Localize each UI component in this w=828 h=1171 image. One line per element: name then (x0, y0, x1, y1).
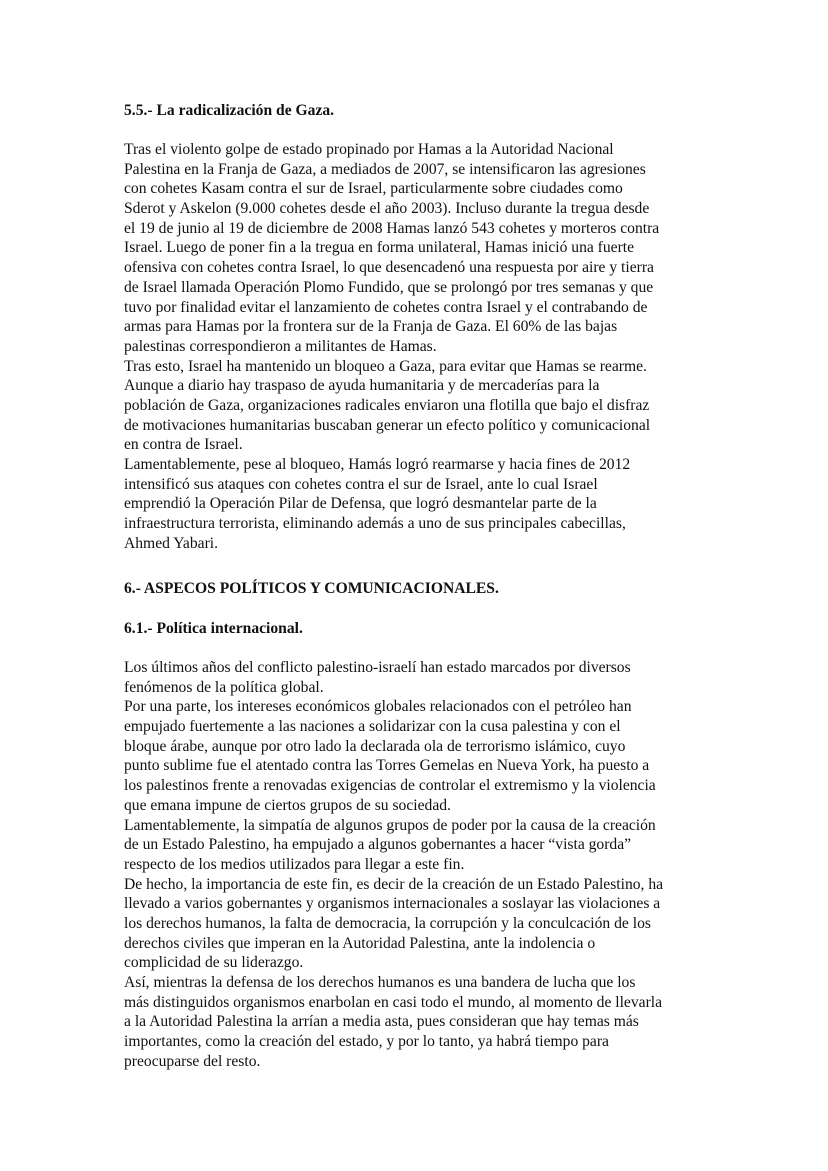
text-line: población de Gaza, organizaciones radicales enviaron una flotilla que bajo el disfraz (124, 396, 650, 414)
text-line: de un Estado Palestino, ha empujado a algunos gobernantes a hacer “vista gorda” (124, 836, 632, 854)
section-heading-6: 6.- ASPECOS POLÍTICOS Y COMUNICACIONALES. (124, 580, 499, 597)
text-line: Aunque a diario hay traspaso de ayuda humanitaria y de mercaderías para la (124, 377, 600, 395)
text-line: llevado a varios gobernantes y organismos internacionales a soslayar las violaciones a (124, 895, 661, 913)
text-line: de motivaciones humanitarias buscaban generar un efecto político y comunicacional (124, 416, 651, 434)
text-line: a la Autoridad Palestina la arrían a media asta, pues consideran que hay temas más (124, 1013, 639, 1031)
text-line: armas para Hamas por la frontera sur de la Franja de Gaza. El 60% de las bajas (124, 318, 618, 336)
text-line: con cohetes Kasam contra el sur de Israel, particularmente sobre ciudades como (124, 180, 623, 198)
text-line: Tras el violento golpe de estado propinado por Hamas a la Autoridad Nacional (124, 141, 614, 158)
section-heading-6-1: 6.1.- Política internacional. (124, 620, 303, 637)
text-line: palestinas correspondieron a militantes de Hamas. (124, 337, 437, 355)
text-line: bloque árabe, aunque por otro lado la declarada ola de terrorismo islámico, cuyo (124, 737, 626, 755)
text-line: tuvo por finalidad evitar el lanzamiento de cohetes contra Israel y el contrabando de (124, 298, 648, 316)
text-line: infraestructura terrorista, eliminando además a uno de sus principales cabecillas, (124, 515, 626, 533)
text-line: Ahmed Yabari. (124, 534, 218, 552)
text-line: los derechos humanos, la falta de democracia, la corrupción y la conculcación de los (124, 914, 651, 932)
text-line: los palestinos frente a renovadas exigencias de controlar el extremismo y la violencia (124, 777, 656, 795)
text-line: Los últimos años del conflicto palestino-israelí han estado marcados por diversos (124, 659, 631, 676)
text-line: Tras esto, Israel ha mantenido un bloqueo a Gaza, para evitar que Hamas se rearme. (124, 357, 647, 375)
text-line: preocuparse del resto. (124, 1052, 261, 1070)
text-line: emprendió la Operación Pilar de Defensa, que logró desmantelar parte de la (124, 495, 597, 513)
text-line: importantes, como la creación del estado, y por lo tanto, ya habrá tiempo para (124, 1033, 609, 1051)
section-6-1-body (124, 658, 709, 1071)
text-line: complicidad de su liderazgo. (124, 954, 304, 972)
text-line: Sderot y Askelon (9.000 cohetes desde el año 2003). Incluso durante la tregua desde (124, 200, 650, 218)
text-line: que emana impune de ciertos grupos de su sociedad. (124, 796, 451, 814)
text-line: derechos civiles que imperan en la Autoridad Palestina, ante la indolencia o (124, 934, 596, 952)
text-line: Por una parte, los intereses económicos globales relacionados con el petróleo han (124, 698, 632, 716)
text-line: De hecho, la importancia de este fin, es decir de la creación de un Estado Palestino, ha (124, 875, 664, 893)
text-line: más distinguidos organismos enarbolan en casi todo el mundo, al momento de llevarla (124, 993, 663, 1011)
text-line: intensificó sus ataques con cohetes contra el sur de Israel, ante lo cual Israel (124, 475, 598, 493)
text-line: empujado fuertemente a las naciones a solidarizar con la cusa palestina y con el (124, 718, 621, 736)
text-line: de Israel llamada Operación Plomo Fundido, que se prolongó por tres semanas y que (124, 278, 654, 296)
text-line: punto sublime fue el atentado contra las Torres Gemelas en Nueva York, ha puesto a (124, 757, 650, 775)
text-line: Palestina en la Franja de Gaza, a mediados de 2007, se intensificaron las agresiones (124, 160, 646, 178)
text-line: Lamentablemente, la simpatía de algunos grupos de poder por la causa de la creación (124, 816, 656, 834)
text-line: Así, mientras la defensa de los derechos humanos es una bandera de lucha que los (124, 974, 636, 991)
text-line: respecto de los medios utilizados para llegar a este fin. (124, 855, 465, 873)
text-line: en contra de Israel. (124, 436, 243, 454)
text-line: el 19 de junio al 19 de diciembre de 2008 Hamas lanzó 543 cohetes y morteros contra (124, 219, 660, 237)
text-line: Lamentablemente, pese al bloqueo, Hamás logró rearmarse y hacia fines de 2012 (124, 456, 631, 473)
text-line: fenómenos de la política global. (124, 678, 324, 696)
text-line: Israel. Luego de poner fin a la tregua en forma unilateral, Hamas inició una fuerte (124, 239, 635, 257)
section-5-5-body (124, 140, 709, 553)
text-line: ofensiva con cohetes contra Israel, lo que desencadenó una respuesta por aire y tierra (124, 259, 654, 277)
section-heading-5-5: 5.5.- La radicalización de Gaza. (124, 102, 335, 119)
